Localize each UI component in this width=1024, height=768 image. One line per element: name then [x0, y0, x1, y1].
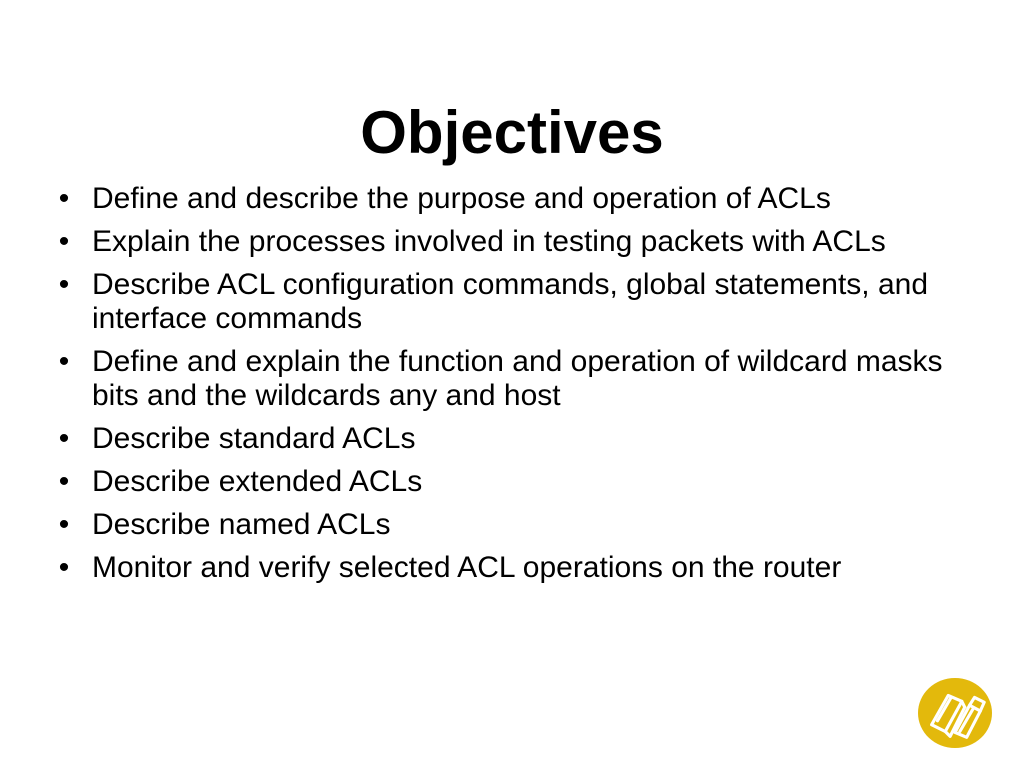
bullet-icon: •: [58, 182, 70, 215]
bullet-icon: •: [58, 345, 70, 378]
list-item-text: Define and describe the purpose and operation of ACLs: [92, 182, 831, 215]
list-item: [54, 225, 994, 259]
list-item-text: Define and explain the function and operation of wildcard masks bits and the wildcards any and host: [92, 345, 943, 412]
list-item: [54, 551, 994, 585]
list-item-text: Describe standard ACLs: [92, 422, 416, 455]
bullet-icon: •: [58, 225, 70, 258]
list-item: [54, 345, 994, 413]
list-item: [54, 268, 994, 336]
list-item: [54, 422, 994, 456]
bullet-icon: •: [58, 551, 70, 584]
list-item: [54, 508, 994, 542]
list-item-text: Monitor and verify selected ACL operations on the router: [92, 551, 842, 584]
books-logo-icon: [916, 676, 994, 750]
bullet-icon: •: [58, 268, 70, 301]
bullet-icon: •: [58, 465, 70, 498]
list-item: [54, 182, 994, 216]
list-item-text: Describe ACL configuration commands, global statements, and interface commands: [92, 268, 929, 335]
list-item-text: Explain the processes involved in testing packets with ACLs: [92, 225, 886, 258]
slide-title: Objectives: [360, 99, 664, 166]
list-item: [54, 465, 994, 499]
bullet-icon: •: [58, 508, 70, 541]
bullet-icon: •: [58, 422, 70, 455]
objectives-list: [54, 182, 994, 594]
list-item-text: Describe named ACLs: [92, 508, 391, 541]
list-item-text: Describe extended ACLs: [92, 465, 423, 498]
